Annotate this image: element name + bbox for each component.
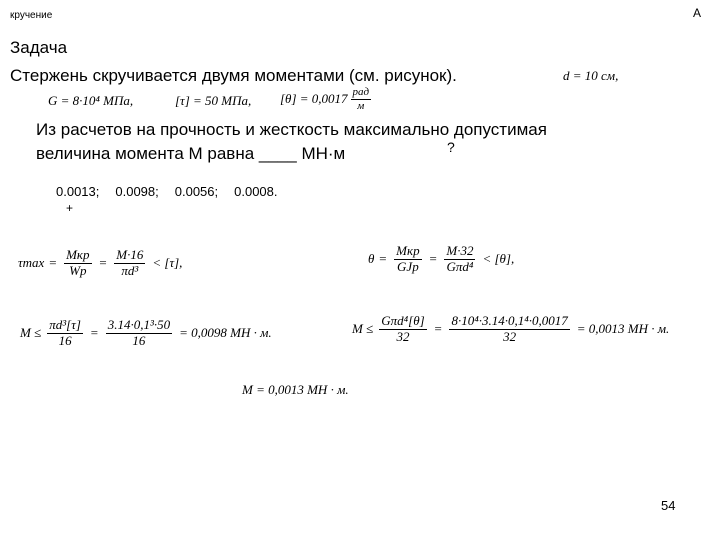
question-mark: ? — [447, 139, 455, 155]
tau-rhs: < [τ], — [152, 255, 183, 271]
given-theta-unit-num: рад — [352, 86, 370, 98]
given-allowable-twist — [280, 86, 374, 112]
theta-frac1-den: GJp — [397, 258, 419, 274]
tau-frac1-den: Wp — [69, 262, 87, 278]
task-statement: Стержень скручивается двумя моментами (см. рисунок). — [10, 66, 457, 85]
question-line-1: Из расчетов на прочность и жесткость максимально допустимая — [36, 120, 547, 139]
m2-frac1-den: 32 — [396, 328, 410, 344]
m2-frac2-den: 32 — [503, 328, 517, 344]
topic-label: кручение — [10, 10, 53, 21]
theta-frac2-num: M·32 — [446, 243, 474, 258]
tau-max-formula: τmax = $\frac{\text{Mкр}}{Wp}$ = $\frac{M\cdot 16}{\text{πd³}}$ < [τ], — [18, 247, 183, 278]
tau-max-label: τmax — [18, 255, 45, 271]
tau-frac2-num: M·16 — [116, 247, 144, 262]
theta-label: θ — [368, 251, 375, 267]
theta-formula: θ = $\frac{\text{Mкр}}{\text{GJp}}$ = $\frac{M\cdot 32}{\text{Gπd⁴}}$ < [θ], — [368, 243, 515, 274]
given-theta-value: [θ] = 0,0017 — [280, 91, 348, 107]
variant-label: А — [693, 6, 702, 20]
final-answer: M = 0,0013 МН · м. — [242, 382, 349, 397]
option-3[interactable]: 0.0056; — [174, 184, 219, 199]
given-diameter: d = 10 см, — [563, 68, 619, 83]
tau-frac2-den: πd³ — [121, 262, 139, 278]
m2-frac1-num: Gπd⁴[θ] — [381, 313, 425, 328]
m2-frac2-num: 8·10⁴·3.14·0,1⁴·0,0017 — [451, 313, 568, 328]
m1-frac1-den: 16 — [58, 332, 72, 348]
task-heading: Задача — [10, 38, 68, 57]
m1-frac2-num: 3.14·0,1³·50 — [107, 317, 171, 332]
m1-result: = 0,0098 МН · м. — [179, 325, 272, 341]
m2-result: = 0,0013 МН · м. — [576, 321, 670, 337]
m2-lhs: M ≤ — [352, 321, 374, 337]
option-4[interactable]: 0.0008. — [234, 184, 278, 199]
theta-frac1-num: Mкр — [396, 243, 420, 258]
given-shear-modulus: G = 8·10⁴ МПа, — [48, 93, 134, 108]
option-2[interactable]: 0.0098; — [115, 184, 159, 199]
theta-rhs: < [θ], — [482, 251, 515, 267]
given-theta-unit-den: м — [357, 99, 365, 112]
correct-answer-mark: + — [66, 201, 74, 215]
moment-strength-formula: M ≤ $\frac{\text{πd³[τ]}}{16}$ = $\frac{\text{3.14·0,1³·50}}{16}$ = 0,0098 МН · м. — [20, 317, 272, 348]
m1-lhs: M ≤ — [20, 325, 42, 341]
given-allowable-stress: [τ] = 50 МПа, — [175, 93, 252, 108]
m1-frac2-den: 16 — [132, 332, 146, 348]
m1-frac1-num: πd³[τ] — [49, 317, 81, 332]
options-row — [56, 184, 278, 199]
option-1[interactable]: 0.0013; — [56, 184, 100, 199]
tau-frac1-num: Mкр — [66, 247, 90, 262]
page-number: 54 — [661, 498, 676, 513]
question-line-2: величина момента M равна ____ МН·м — [36, 144, 346, 163]
moment-stiffness-formula: M ≤ $\frac{\text{Gπd⁴[θ]}}{32}$ = $\frac{\text{8·10⁴·3.14·0,1⁴·0,0017}}{32}$ = 0,0013 МН · м. — [352, 313, 670, 344]
theta-frac2-den: Gπd⁴ — [446, 258, 474, 274]
